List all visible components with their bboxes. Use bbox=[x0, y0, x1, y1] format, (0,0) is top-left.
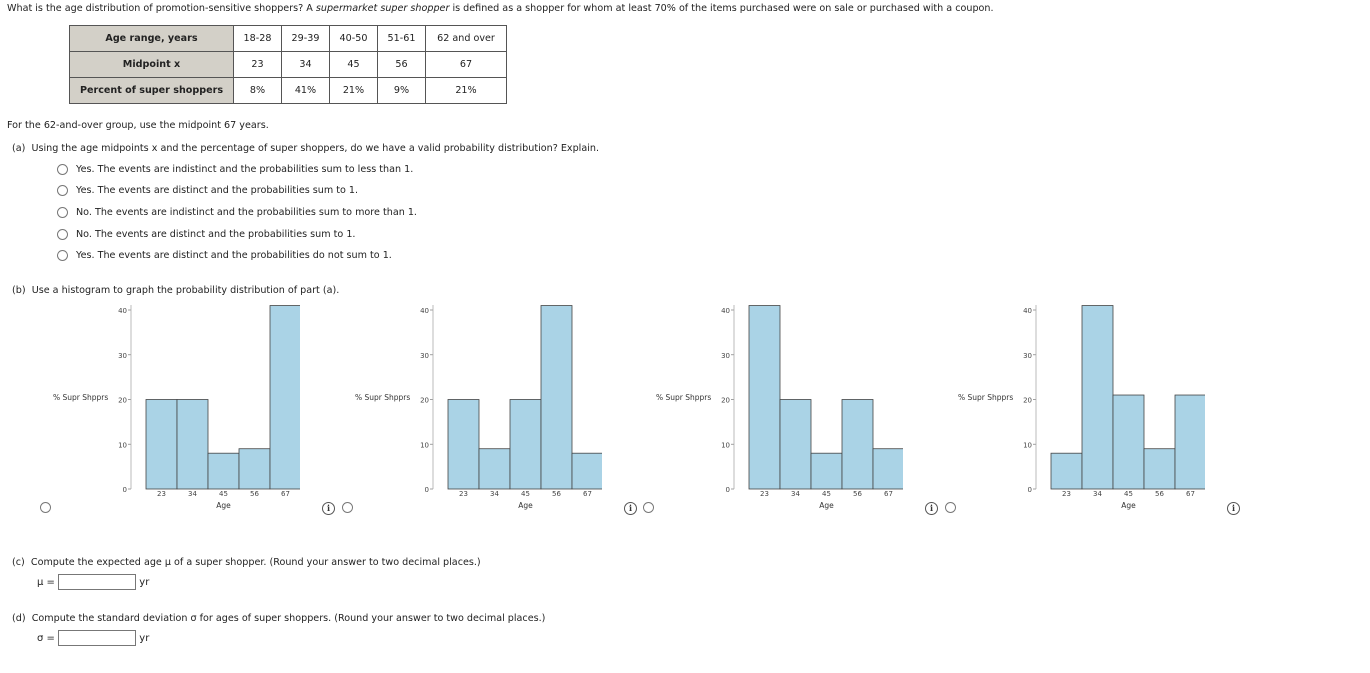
range-cell: 62 and over bbox=[426, 26, 507, 52]
histogram-bar bbox=[510, 400, 541, 490]
histogram-bar bbox=[1051, 453, 1082, 489]
histogram-bar bbox=[177, 400, 208, 490]
info-icon[interactable]: i bbox=[624, 502, 637, 515]
info-icon[interactable]: i bbox=[322, 502, 335, 515]
x-tick-label: 34 bbox=[188, 490, 197, 498]
x-tick-label: 34 bbox=[791, 490, 800, 498]
x-tick-label: 34 bbox=[1093, 490, 1102, 498]
mu-unit: yr bbox=[139, 577, 150, 588]
info-icon[interactable]: i bbox=[1227, 502, 1240, 515]
x-tick-label: 56 bbox=[853, 490, 862, 498]
percent-cell: 21% bbox=[330, 78, 378, 104]
part-d-question: (d) Compute the standard deviation σ for ages of super shoppers. (Round your answer to two decimal places.) bbox=[12, 613, 546, 624]
range-cell: 29-39 bbox=[282, 26, 330, 52]
y-tick-label: 20 bbox=[420, 396, 429, 405]
radio-button[interactable] bbox=[57, 185, 68, 196]
y-tick-label: 40 bbox=[1023, 307, 1032, 315]
y-tick-label: 30 bbox=[721, 351, 730, 360]
y-tick-label: 30 bbox=[1023, 351, 1032, 360]
y-tick-label: 0 bbox=[1027, 486, 1032, 494]
x-tick-label: 23 bbox=[157, 490, 166, 498]
x-tick-label: 23 bbox=[459, 490, 468, 498]
radio-button[interactable] bbox=[57, 164, 68, 175]
histogram-chart bbox=[603, 300, 903, 520]
sigma-input[interactable] bbox=[58, 630, 136, 646]
option-a4[interactable]: No. The events are distinct and the probabilities sum to 1. bbox=[57, 229, 355, 240]
x-axis-label: Age bbox=[216, 501, 231, 510]
y-tick-label: 40 bbox=[118, 307, 127, 315]
mu-answer-row bbox=[37, 574, 149, 590]
x-axis-label: Age bbox=[1121, 501, 1136, 510]
midpoint-note: For the 62-and-over group, use the midpoint 67 years. bbox=[7, 120, 269, 131]
option-a3[interactable]: No. The events are indistinct and the probabilities sum to more than 1. bbox=[57, 207, 417, 218]
x-tick-label: 67 bbox=[884, 490, 893, 498]
histogram-bar bbox=[270, 306, 300, 489]
x-tick-label: 45 bbox=[822, 490, 831, 498]
midpoint-cell: 45 bbox=[330, 52, 378, 78]
sigma-label: σ = bbox=[37, 633, 55, 644]
y-tick-label: 0 bbox=[725, 486, 730, 494]
x-axis-label: Age bbox=[518, 501, 533, 510]
age-distribution-table bbox=[69, 25, 507, 104]
part-b-question: (b) Use a histogram to graph the probability distribution of part (a). bbox=[12, 285, 340, 296]
y-tick-label: 10 bbox=[118, 441, 127, 450]
histogram-chart bbox=[0, 300, 300, 520]
range-cell: 51-61 bbox=[378, 26, 426, 52]
histogram-chart bbox=[905, 300, 1205, 520]
option-a2[interactable]: Yes. The events are distinct and the probabilities sum to 1. bbox=[57, 185, 358, 196]
histogram-bar bbox=[479, 449, 510, 489]
radio-button[interactable] bbox=[57, 250, 68, 261]
y-tick-label: 10 bbox=[420, 441, 429, 450]
part-c-question: (c) Compute the expected age μ of a super shopper. (Round your answer to two decimal places.) bbox=[12, 557, 481, 568]
mu-label: μ = bbox=[37, 577, 55, 588]
histogram-bar bbox=[208, 453, 239, 489]
histogram-bar bbox=[1144, 449, 1175, 489]
y-tick-label: 20 bbox=[118, 396, 127, 405]
x-tick-label: 56 bbox=[552, 490, 561, 498]
x-tick-label: 45 bbox=[219, 490, 228, 498]
histogram-bar bbox=[146, 400, 177, 490]
y-axis-label: % Supr Shpprs bbox=[656, 393, 712, 402]
part-a-question: (a) Using the age midpoints x and the percentage of super shoppers, do we have a valid probability distribution? Explain. bbox=[12, 143, 600, 154]
range-cell: 40-50 bbox=[330, 26, 378, 52]
radio-button[interactable] bbox=[57, 207, 68, 218]
sigma-answer-row bbox=[37, 630, 149, 646]
x-tick-label: 23 bbox=[760, 490, 769, 498]
histogram-bar bbox=[842, 400, 873, 490]
x-tick-label: 67 bbox=[1186, 490, 1195, 498]
histogram-bar bbox=[1082, 306, 1113, 489]
x-tick-label: 45 bbox=[521, 490, 530, 498]
x-tick-label: 56 bbox=[1155, 490, 1164, 498]
x-tick-label: 45 bbox=[1124, 490, 1133, 498]
y-tick-label: 10 bbox=[1023, 441, 1032, 450]
row-label-midpoint: Midpoint x bbox=[70, 52, 234, 78]
question-text: What is the age distribution of promotion-sensitive shoppers? A supermarket super shopper is defined as a shopper for whom at least 70% of the items purchased were on sale or purchased with a coupon. bbox=[7, 3, 994, 14]
row-label-age-range: Age range, years bbox=[70, 26, 234, 52]
y-tick-label: 10 bbox=[721, 441, 730, 450]
x-tick-label: 56 bbox=[250, 490, 259, 498]
y-tick-label: 20 bbox=[1023, 396, 1032, 405]
percent-cell: 41% bbox=[282, 78, 330, 104]
y-tick-label: 30 bbox=[420, 351, 429, 360]
y-tick-label: 0 bbox=[122, 486, 127, 494]
y-axis-label: % Supr Shpprs bbox=[355, 393, 411, 402]
y-tick-label: 30 bbox=[118, 351, 127, 360]
range-cell: 18-28 bbox=[234, 26, 282, 52]
histogram-bar bbox=[873, 449, 903, 489]
histogram-bar bbox=[572, 453, 602, 489]
percent-cell: 9% bbox=[378, 78, 426, 104]
info-icon[interactable]: i bbox=[925, 502, 938, 515]
midpoint-cell: 34 bbox=[282, 52, 330, 78]
radio-button[interactable] bbox=[57, 229, 68, 240]
percent-cell: 21% bbox=[426, 78, 507, 104]
x-tick-label: 67 bbox=[281, 490, 290, 498]
option-a5[interactable]: Yes. The events are distinct and the probabilities do not sum to 1. bbox=[57, 250, 392, 261]
y-tick-label: 20 bbox=[721, 396, 730, 405]
row-label-percent: Percent of super shoppers bbox=[70, 78, 234, 104]
histogram-bar bbox=[780, 400, 811, 490]
mu-input[interactable] bbox=[58, 574, 136, 590]
y-axis-label: % Supr Shpprs bbox=[53, 393, 109, 402]
percent-cell: 8% bbox=[234, 78, 282, 104]
x-tick-label: 23 bbox=[1062, 490, 1071, 498]
y-tick-label: 40 bbox=[420, 307, 429, 315]
histogram-bar bbox=[1175, 395, 1205, 489]
histogram-bar bbox=[1113, 395, 1144, 489]
histogram-bar bbox=[448, 400, 479, 490]
histogram-chart bbox=[302, 300, 602, 520]
histogram-bar bbox=[239, 449, 270, 489]
option-a1[interactable]: Yes. The events are indistinct and the probabilities sum to less than 1. bbox=[57, 164, 413, 175]
histogram-bar bbox=[811, 453, 842, 489]
midpoint-cell: 23 bbox=[234, 52, 282, 78]
midpoint-cell: 67 bbox=[426, 52, 507, 78]
sigma-unit: yr bbox=[139, 633, 150, 644]
histogram-bar bbox=[749, 306, 780, 489]
x-tick-label: 34 bbox=[490, 490, 499, 498]
x-tick-label: 67 bbox=[583, 490, 592, 498]
y-tick-label: 0 bbox=[424, 486, 429, 494]
y-tick-label: 40 bbox=[721, 307, 730, 315]
y-axis-label: % Supr Shpprs bbox=[958, 393, 1014, 402]
midpoint-cell: 56 bbox=[378, 52, 426, 78]
histogram-bar bbox=[541, 306, 572, 489]
x-axis-label: Age bbox=[819, 501, 834, 510]
